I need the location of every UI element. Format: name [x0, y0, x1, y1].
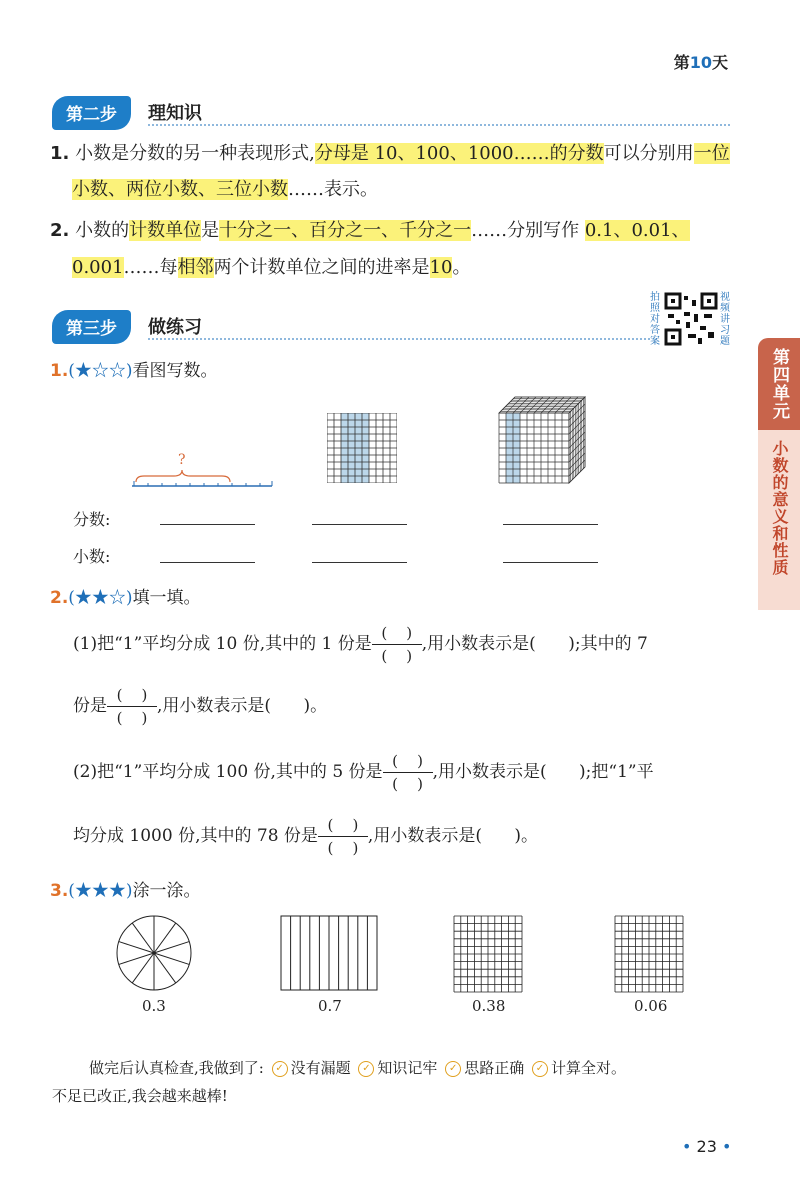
page-number: • 23 •	[682, 1137, 732, 1156]
number-line-figure	[130, 452, 275, 492]
q3-stars: (★★★)	[68, 881, 133, 901]
self-check-line: 做完后认真检查,我做到了: ✓ 没有漏题 ✓ 知识记牢 ✓ 思路正确 ✓ 计算全对。	[89, 1059, 627, 1077]
hundred-grid-figure-b[interactable]	[614, 915, 684, 993]
decimal-blank-3[interactable]	[503, 562, 598, 563]
fraction-blank-2[interactable]	[312, 524, 407, 525]
q2-part2-line1: (2)把“1”平均分成 100 份,其中的 5 份是( ) ( ),用小数表示是( );把“1”平	[73, 752, 654, 793]
step2-divider	[148, 124, 730, 126]
q1-heading: 1.(★☆☆)看图写数。	[50, 361, 218, 381]
qr-label-left: 拍照对答案	[650, 292, 660, 347]
check-icon[interactable]: ✓	[358, 1061, 374, 1077]
thousand-cube-figure	[497, 395, 595, 485]
check-icon[interactable]: ✓	[445, 1061, 461, 1077]
rectangle-tenths-figure[interactable]	[280, 915, 380, 993]
number-line-question-mark: ?	[178, 452, 186, 468]
fraction-blank[interactable]: ( ) ( )	[107, 686, 157, 727]
decimal-blank-2[interactable]	[312, 562, 407, 563]
fraction-blank[interactable]: ( ) ( )	[372, 624, 422, 665]
fraction-blank-3[interactable]	[503, 524, 598, 525]
q1-stars: (★☆☆)	[68, 361, 133, 381]
hundred-grid-figure	[327, 413, 397, 483]
fraction-row-label: 分数:	[73, 510, 111, 529]
check-icon[interactable]: ✓	[532, 1061, 548, 1077]
side-tab-unit: 第四单元	[758, 338, 800, 435]
q2-part1-line2: 份是( ) ( ),用小数表示是( )。	[73, 686, 328, 727]
decimal-row-label: 小数:	[73, 547, 111, 566]
step3-divider	[148, 338, 650, 340]
step3-title: 做练习	[148, 317, 202, 338]
step2-badge: 第二步	[52, 96, 131, 130]
fraction-blank-1[interactable]	[160, 524, 255, 525]
caption-4: 0.06	[634, 997, 668, 1015]
decimal-blank-1[interactable]	[160, 562, 255, 563]
qr-label-right: 视频讲习题	[720, 292, 730, 347]
hundred-grid-figure-a[interactable]	[453, 915, 523, 993]
fraction-blank[interactable]: ( ) ( )	[383, 752, 433, 793]
step3-badge: 第三步	[52, 310, 131, 344]
side-tab-topic: 小数的意义和性质	[758, 430, 800, 610]
q3-heading: 3.(★★★)涂一涂。	[50, 881, 201, 901]
q2-heading: 2.(★★☆)填一填。	[50, 588, 201, 608]
knowledge-item-2-cont: 0.001……每相邻两个计数单位之间的进率是10。	[72, 257, 471, 278]
caption-1: 0.3	[142, 997, 166, 1015]
caption-2: 0.7	[318, 997, 342, 1015]
q2-stars: (★★☆)	[68, 588, 133, 608]
day-label: 第10天	[673, 53, 728, 72]
step2-title: 理知识	[148, 103, 202, 124]
knowledge-item-2: 2. 小数的计数单位是十分之一、百分之一、千分之一……分别写作 0.1、0.01、	[50, 220, 690, 241]
q2-part1-line1: (1)把“1”平均分成 10 份,其中的 1 份是( ) ( ),用小数表示是( );其中的 7	[73, 624, 648, 665]
caption-3: 0.38	[472, 997, 506, 1015]
check-icon[interactable]: ✓	[272, 1061, 288, 1077]
knowledge-item-1-cont: 小数、两位小数、三位小数……表示。	[72, 179, 378, 200]
circle-tenths-figure[interactable]	[114, 913, 194, 993]
qr-code-icon[interactable]	[664, 292, 718, 346]
self-check-line-2: 不足已改正,我会越来越棒!	[52, 1087, 228, 1105]
q2-part2-line2: 均分成 1000 份,其中的 78 份是( ) ( ),用小数表示是( )。	[73, 816, 539, 857]
knowledge-item-1: 1. 小数是分数的另一种表现形式,分母是 10、100、1000……的分数可以分别用一位	[50, 143, 730, 164]
fraction-blank[interactable]: ( ) ( )	[318, 816, 368, 857]
